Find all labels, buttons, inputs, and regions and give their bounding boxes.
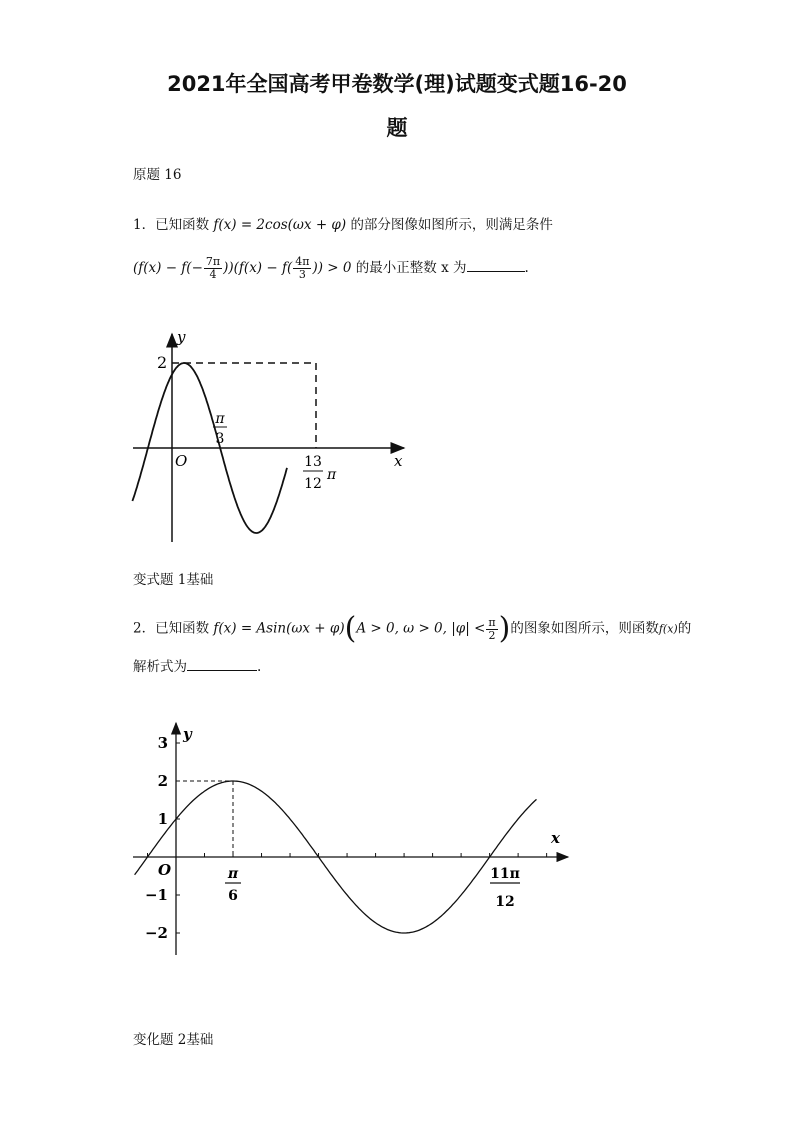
page-title-continued: 题: [386, 116, 408, 140]
q2-description: 的图象如图所示，则函数: [510, 620, 659, 637]
frac-num: π: [488, 615, 496, 629]
y-axis-label: y: [177, 328, 186, 346]
graph-1-cosine: [128, 320, 418, 550]
question-2-line1: [133, 611, 692, 646]
right-paren: ): [498, 611, 511, 646]
y-tick-neg2: −2: [144, 924, 168, 942]
q2-end2: .: [257, 659, 262, 675]
frac-den: 3: [298, 268, 306, 281]
q1-fraction-7pi-4: [204, 256, 222, 281]
q2-condition: A > 0, ω > 0, |φ| <: [356, 620, 486, 637]
tick-pi6-num: π: [227, 866, 239, 882]
q1-cond-part-a: (f(x) − f(−: [133, 260, 203, 276]
tick-pi6-den: 6: [228, 888, 238, 904]
question-1-condition: [133, 256, 529, 281]
q1-cond-part-c: )) > 0: [312, 260, 352, 276]
tick-pi3-num: π: [215, 411, 225, 427]
section-original-label: 原题 16: [133, 167, 182, 183]
q2-end1: 的: [677, 620, 692, 637]
y-axis-label: y: [183, 725, 192, 743]
x-axis-label: x: [551, 829, 560, 847]
y-tick-2: 2: [157, 772, 168, 790]
q2-prompt: 解析式为: [133, 659, 187, 675]
frac-den: 4: [209, 268, 217, 281]
frac-den: 2: [488, 628, 496, 642]
section-variant-1-label: 变式题 1基础: [133, 572, 214, 588]
frac-num: 7π: [205, 255, 221, 268]
question-2-line2: [133, 655, 261, 675]
q1-fraction-4pi-3: [293, 256, 311, 281]
tick-pi3-den: 3: [215, 431, 225, 447]
y-tick-1: 1: [157, 810, 168, 828]
y-tick-neg1: −1: [144, 886, 168, 904]
tick-11pi12-num: 11π: [490, 866, 520, 882]
q2-function-ref: f(x): [658, 622, 678, 636]
question-1-line1: [133, 213, 553, 233]
origin-label: O: [158, 861, 172, 879]
q2-prefix: 2．已知函数: [133, 620, 210, 637]
graph-2-sine: [128, 715, 578, 960]
left-paren: (: [344, 611, 357, 646]
q2-fraction-pi-2: [486, 617, 497, 642]
q1-answer-blank[interactable]: [467, 271, 525, 272]
q1-function: f(x) = 2cos(ωx + φ): [213, 217, 347, 233]
tick-13-12-pi: π: [327, 467, 337, 483]
tick-13-12-den: 12: [304, 476, 322, 492]
origin-label: O: [175, 452, 188, 470]
q2-function: f(x) = Asin(ωx + φ): [213, 620, 345, 637]
q1-end: .: [524, 260, 529, 276]
x-axis-label: x: [394, 452, 403, 470]
y-tick-3: 3: [157, 734, 168, 752]
q1-prefix: 1．已知函数: [133, 217, 210, 233]
section-variant-2-label: 变化题 2基础: [133, 1032, 214, 1048]
frac-num: 4π: [295, 255, 310, 268]
q1-description: 的部分图像如图所示，则满足条件: [350, 217, 553, 233]
tick-13-12-num: 13: [304, 454, 322, 470]
q1-cond-part-b: ))(f(x) − f(: [223, 260, 293, 276]
tick-11pi12-den: 12: [495, 894, 515, 910]
y-tick-2: 2: [157, 353, 168, 372]
q1-question: 的最小正整数 x 为: [355, 260, 467, 276]
page-title: 2021年全国高考甲卷数学(理)试题变式题16-20: [167, 72, 627, 96]
q2-answer-blank[interactable]: [187, 670, 257, 671]
